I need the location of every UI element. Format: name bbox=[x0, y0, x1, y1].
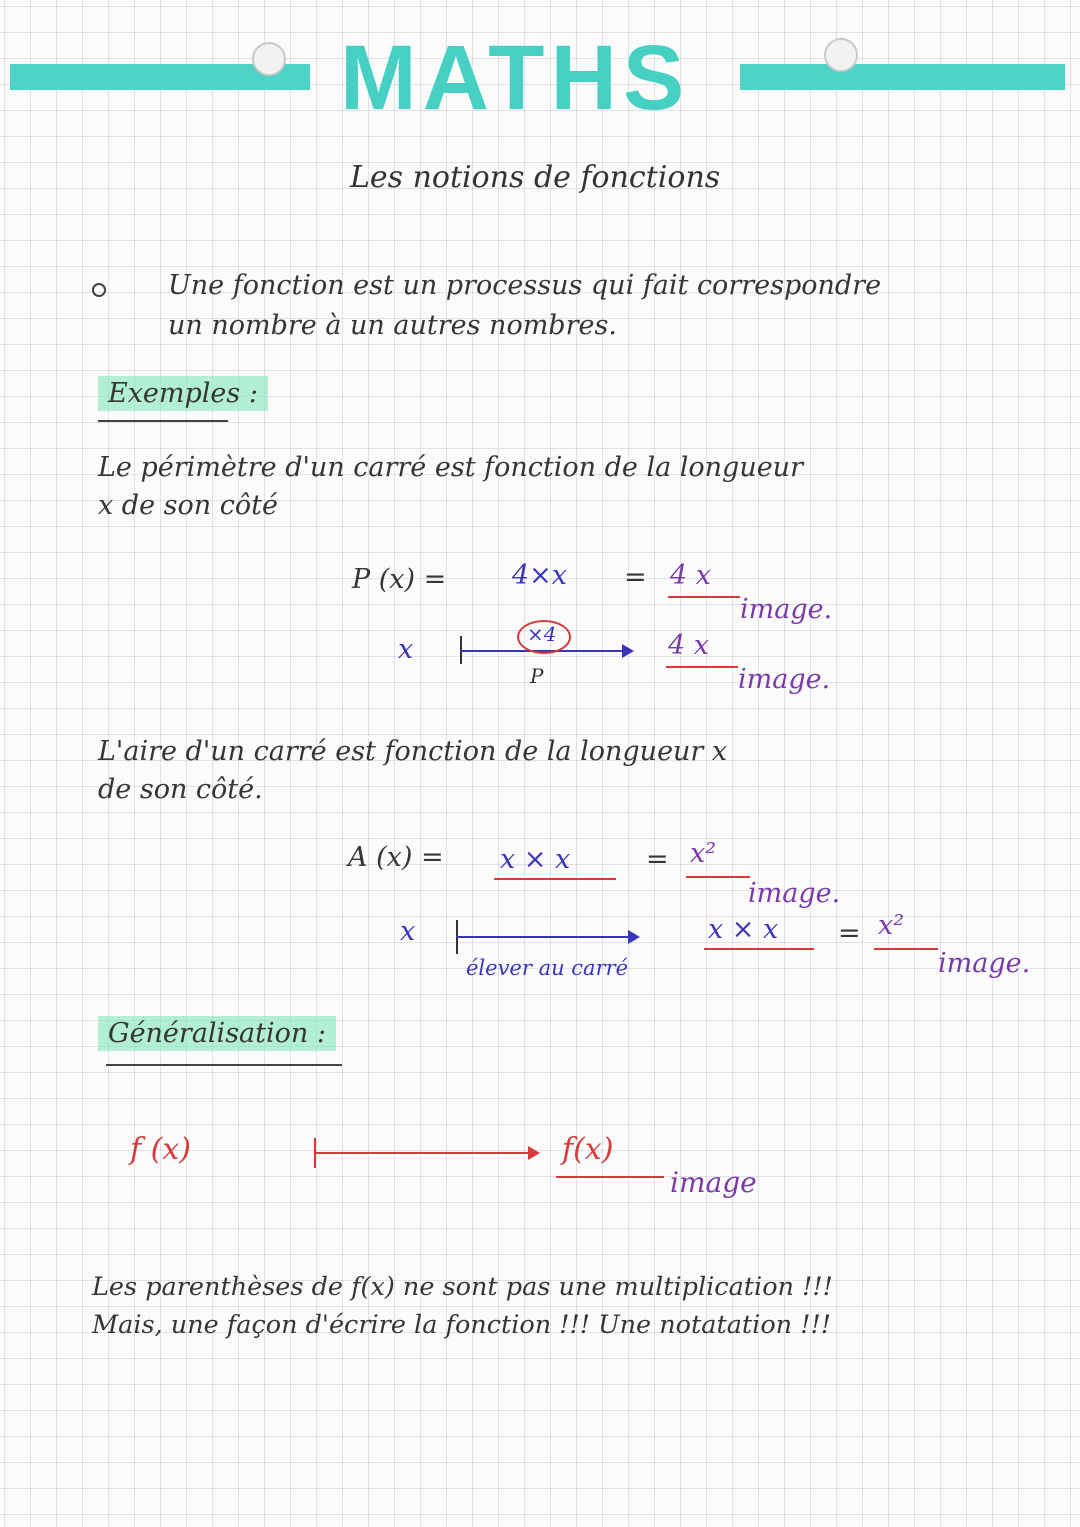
area-map-arrowhead bbox=[628, 930, 640, 944]
area-map-from: x bbox=[400, 916, 416, 947]
perimeter-map-name: P bbox=[530, 664, 544, 688]
perimeter-map-to-underline bbox=[666, 666, 738, 668]
perimeter-formula-lhs: P (x) = bbox=[352, 564, 447, 595]
area-rhs-underline bbox=[686, 876, 750, 878]
generalisation-map-arrowhead bbox=[528, 1146, 540, 1160]
area-formula-eq: = bbox=[646, 844, 669, 875]
bullet-icon bbox=[92, 283, 106, 297]
header-band-right bbox=[740, 64, 1065, 90]
definition-line-2: un nombre à un autres nombres. bbox=[168, 310, 617, 341]
area-map-to: x × x bbox=[708, 914, 779, 945]
perimeter-formula-eq: = bbox=[624, 562, 647, 593]
area-formula-rhs: x² bbox=[690, 838, 717, 869]
perimeter-map-to: 4 x bbox=[668, 630, 709, 661]
perimeter-rhs-underline bbox=[668, 596, 740, 598]
generalisation-map-to: f(x) bbox=[562, 1132, 614, 1167]
area-formula-lhs: A (x) = bbox=[348, 842, 444, 873]
area-formula-mid-underline bbox=[494, 878, 616, 880]
definition-line-1: Une fonction est un processus qui fait correspondre bbox=[168, 270, 882, 301]
area-map-caption: élever au carré bbox=[466, 956, 629, 980]
area-image-label: image. bbox=[748, 878, 841, 909]
examples-heading bbox=[98, 378, 268, 409]
area-map-result: x² bbox=[878, 910, 905, 941]
area-map-to-underline bbox=[704, 948, 814, 950]
binder-hole-right bbox=[824, 38, 858, 72]
note-line-1: Les parenthèses de f(x) ne sont pas une multiplication !!! bbox=[92, 1272, 833, 1302]
perimeter-line-2: x de son côté bbox=[98, 490, 278, 521]
area-map-result-underline bbox=[874, 948, 938, 950]
perimeter-formula-rhs: 4 x bbox=[670, 560, 711, 591]
examples-underline bbox=[98, 420, 228, 422]
generalisation-heading bbox=[98, 1018, 336, 1049]
generalisation-map-to-underline bbox=[556, 1176, 664, 1178]
area-map-image-label: image. bbox=[938, 948, 1031, 979]
area-map-arrow bbox=[456, 936, 630, 938]
perimeter-map-op: ×4 bbox=[527, 622, 557, 646]
generalisation-map-from: f (x) bbox=[130, 1132, 191, 1167]
page-subtitle: Les notions de fonctions bbox=[350, 160, 721, 195]
examples-heading-text: Exemples : bbox=[98, 376, 268, 411]
generalisation-map-arrow bbox=[314, 1152, 530, 1154]
perimeter-image-label: image. bbox=[740, 594, 833, 625]
generalisation-heading-text: Généralisation : bbox=[98, 1016, 336, 1051]
binder-hole-left bbox=[252, 42, 286, 76]
perimeter-map-from: x bbox=[398, 634, 414, 665]
area-formula-mid: x × x bbox=[500, 844, 571, 875]
area-line-2: de son côté. bbox=[98, 774, 263, 805]
generalisation-underline bbox=[106, 1064, 342, 1066]
area-map-eq: = bbox=[838, 918, 861, 949]
page-title: MATHS bbox=[340, 27, 691, 129]
generalisation-image-label: image bbox=[670, 1166, 757, 1199]
perimeter-line-1: Le périmètre d'un carré est fonction de la longueur bbox=[98, 452, 803, 483]
perimeter-map-arrowhead bbox=[622, 644, 634, 658]
note-line-2: Mais, une façon d'écrire la fonction !!! Une notatation !!! bbox=[92, 1310, 831, 1340]
perimeter-map-image-label: image. bbox=[738, 664, 831, 695]
area-line-1: L'aire d'un carré est fonction de la longueur x bbox=[98, 736, 728, 767]
perimeter-formula-mid: 4×x bbox=[512, 560, 568, 591]
